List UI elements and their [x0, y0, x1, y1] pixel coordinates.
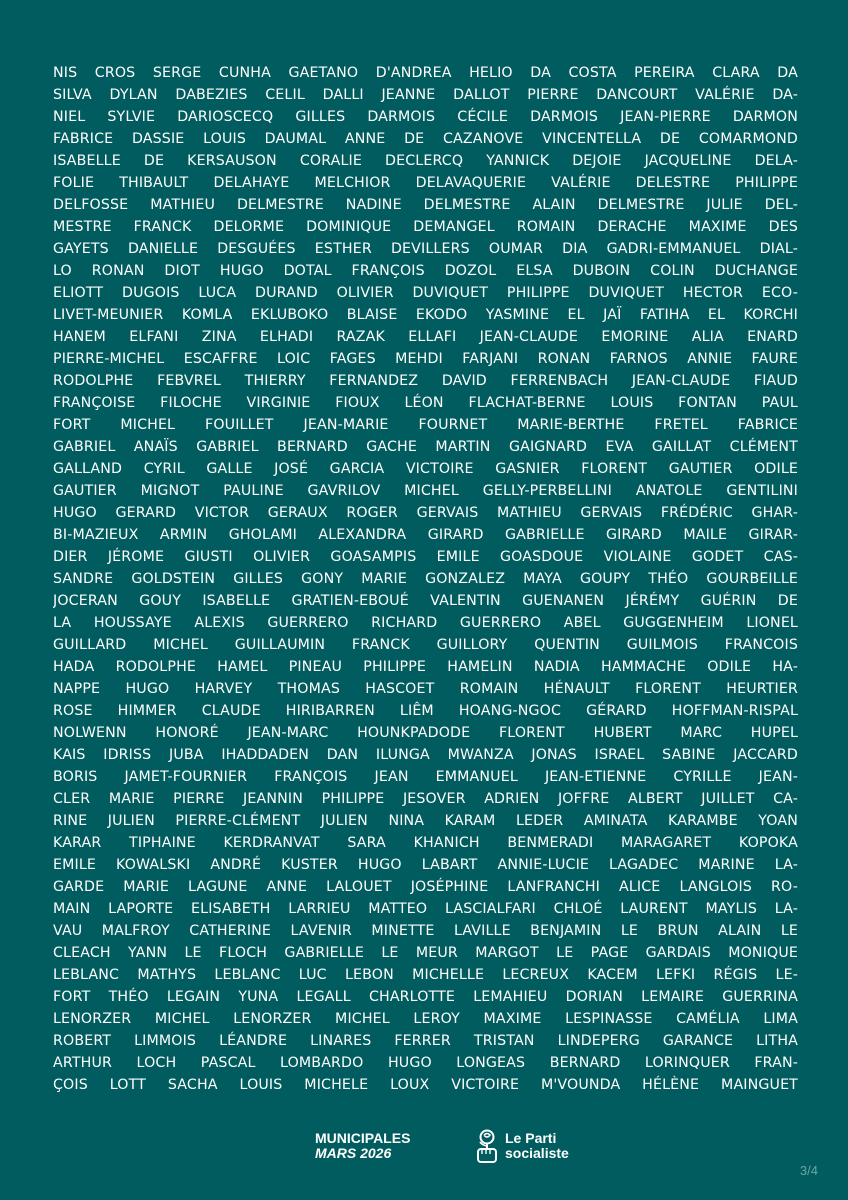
names-line: DELFOSSE MATHIEU DELMESTRE NADINE DELMESTRE ALAIN DELMESTRE JULIE DEL- [53, 197, 798, 213]
party-name [505, 1131, 569, 1161]
names-line: NAPPE HUGO HARVEY THOMAS HASCOET ROMAIN HÉNAULT FLORENT HEURTIER [53, 681, 798, 697]
names-line: BORIS JAMET-FOURNIER FRANÇOIS JEAN EMMANUEL JEAN-ETIENNE CYRILLE JEAN- [53, 769, 798, 785]
names-line: LENORZER MICHEL LENORZER MICHEL LEROY MAXIME LESPINASSE CAMÉLIA LIMA [53, 1011, 798, 1027]
names-line: ÇOIS LOTT SACHA LOUIS MICHELE LOUX VICTOIRE M'VOUNDA HÉLÈNE MAINGUET [53, 1077, 798, 1093]
party-name-line1: Le Parti [505, 1130, 557, 1146]
names-line: RODOLPHE FEBVREL THIERRY FERNANDEZ DAVID FERRENBACH JEAN-CLAUDE FIAUD [53, 373, 798, 389]
names-line: FABRICE DASSIE LOUIS DAUMAL ANNE DE CAZANOVE VINCENTELLA DE COMARMOND [53, 131, 798, 147]
names-line: GABRIEL ANAÏS GABRIEL BERNARD GACHE MARTIN GAIGNARD EVA GAILLAT CLÉMENT [53, 439, 798, 455]
names-line: LEBLANC MATHYS LEBLANC LUC LEBON MICHELLE LECREUX KACEM LEFKI RÉGIS LE- [53, 967, 798, 983]
names-line: FORT MICHEL FOUILLET JEAN-MARIE FOURNET MARIE-BERTHE FRETEL FABRICE [53, 417, 798, 433]
names-line: GARDE MARIE LAGUNE ANNE LALOUET JOSÉPHINE LANFRANCHI ALICE LANGLOIS RO- [53, 879, 798, 895]
names-line: CLEACH YANN LE FLOCH GABRIELLE LE MEUR MARGOT LE PAGE GARDAIS MONIQUE [53, 945, 798, 961]
names-line: GAUTIER MIGNOT PAULINE GAVRILOV MICHEL GELLY-PERBELLINI ANATOLE GENTILINI [53, 483, 798, 499]
municipales-label [315, 1131, 410, 1161]
names-line: LO RONAN DIOT HUGO DOTAL FRANÇOIS DOZOL ELSA DUBOIN COLIN DUCHANGE [53, 263, 798, 279]
footer [0, 1128, 848, 1168]
names-line: FOLIE THIBAULT DELAHAYE MELCHIOR DELAVAQUERIE VALÉRIE DELESTRE PHILIPPE [53, 175, 798, 191]
municipales-title: MUNICIPALES [315, 1130, 411, 1146]
names-line: RINE JULIEN PIERRE-CLÉMENT JULIEN NINA KARAM LEDER AMINATA KARAMBE YOAN [53, 813, 798, 829]
names-line: FORT THÉO LEGAIN YUNA LEGALL CHARLOTTE LEMAHIEU DORIAN LEMAIRE GUERRINA [53, 989, 798, 1005]
party-name-line2: socialiste [505, 1145, 569, 1161]
names-line: CLER MARIE PIERRE JEANNIN PHILIPPE JESOVER ADRIEN JOFFRE ALBERT JUILLET CA- [53, 791, 798, 807]
names-line: MAIN LAPORTE ELISABETH LARRIEU MATTEO LASCIALFARI CHLOÉ LAURENT MAYLIS LA- [53, 901, 798, 917]
names-line: PIERRE-MICHEL ESCAFFRE LOIC FAGES MEHDI FARJANI RONAN FARNOS ANNIE FAURE [53, 351, 798, 367]
names-line: DIER JÉROME GIUSTI OLIVIER GOASAMPIS EMILE GOASDOUE VIOLAINE GODET CAS- [53, 549, 798, 565]
names-line: KAIS IDRISS JUBA IHADDADEN DAN ILUNGA MWANZA JONAS ISRAEL SABINE JACCARD [53, 747, 798, 763]
names-line: GUILLARD MICHEL GUILLAUMIN FRANCK GUILLORY QUENTIN GUILMOIS FRANCOIS [53, 637, 798, 653]
names-line: NOLWENN HONORÉ JEAN-MARC HOUNKPADODE FLORENT HUBERT MARC HUPEL [53, 725, 798, 741]
names-line: VAU MALFROY CATHERINE LAVENIR MINETTE LAVILLE BENJAMIN LE BRUN ALAIN LE [53, 923, 798, 939]
names-line: FRANÇOISE FILOCHE VIRGINIE FIOUX LÉON FLACHAT-BERNE LOUIS FONTAN PAUL [53, 395, 798, 411]
names-line: NIS CROS SERGE CUNHA GAETANO D'ANDREA HELIO DA COSTA PEREIRA CLARA DA [53, 65, 798, 81]
names-line: GALLAND CYRIL GALLE JOSÉ GARCIA VICTOIRE GASNIER FLORENT GAUTIER ODILE [53, 461, 798, 477]
names-line: ROSE HIMMER CLAUDE HIRIBARREN LIÊM HOANG-NGOC GÉRARD HOFFMAN-RISPAL [53, 703, 798, 719]
names-line: EMILE KOWALSKI ANDRÉ KUSTER HUGO LABART ANNIE-LUCIE LAGADEC MARINE LA- [53, 857, 798, 873]
municipales-date: MARS 2026 [315, 1145, 392, 1161]
names-line: LIVET-MEUNIER KOMLA EKLUBOKO BLAISE EKODO YASMINE EL JAÏ FATIHA EL KORCHI [53, 307, 798, 323]
names-line: ELIOTT DUGOIS LUCA DURAND OLIVIER DUVIQUET PHILIPPE DUVIQUET HECTOR ECO- [53, 285, 798, 301]
names-line: ISABELLE DE KERSAUSON CORALIE DECLERCQ YANNICK DEJOIE JACQUELINE DELA- [53, 153, 798, 169]
names-line: JOCERAN GOUY ISABELLE GRATIEN-EBOUÉ VALENTIN GUENANEN JÉRÉMY GUÉRIN DE [53, 593, 798, 609]
names-line: HUGO GERARD VICTOR GERAUX ROGER GERVAIS MATHIEU GERVAIS FRÉDÉRIC GHAR- [53, 505, 798, 521]
names-line: GAYETS DANIELLE DESGUÉES ESTHER DEVILLERS OUMAR DIA GADRI-EMMANUEL DIAL- [53, 241, 798, 257]
names-line: ROBERT LIMMOIS LÉANDRE LINARES FERRER TRISTAN LINDEPERG GARANCE LITHA [53, 1033, 798, 1049]
names-line: SILVA DYLAN DABEZIES CELIL DALLI JEANNE DALLOT PIERRE DANCOURT VALÉRIE DA- [53, 87, 798, 103]
names-line: NIEL SYLVIE DARIOSCECQ GILLES DARMOIS CÉCILE DARMOIS JEAN-PIERRE DARMON [53, 109, 798, 125]
page-number: 3/4 [799, 1163, 818, 1178]
names-line: HADA RODOLPHE HAMEL PINEAU PHILIPPE HAMELIN NADIA HAMMACHE ODILE HA- [53, 659, 798, 675]
names-line: ARTHUR LOCH PASCAL LOMBARDO HUGO LONGEAS BERNARD LORINQUER FRAN- [53, 1055, 798, 1071]
rose-fist-icon [472, 1128, 502, 1164]
names-line: MESTRE FRANCK DELORME DOMINIQUE DEMANGEL ROMAIN DERACHE MAXIME DES [53, 219, 798, 235]
names-line: LA HOUSSAYE ALEXIS GUERRERO RICHARD GUERRERO ABEL GUGGENHEIM LIONEL [53, 615, 798, 631]
names-line: HANEM ELFANI ZINA ELHADI RAZAK ELLAFI JEAN-CLAUDE EMORINE ALIA ENARD [53, 329, 798, 345]
names-list [53, 62, 798, 1096]
names-line: BI-MAZIEUX ARMIN GHOLAMI ALEXANDRA GIRARD GABRIELLE GIRARD MAILE GIRAR- [53, 527, 798, 543]
names-line: KARAR TIPHAINE KERDRANVAT SARA KHANICH BENMERADI MARAGARET KOPOKA [53, 835, 798, 851]
names-line: SANDRE GOLDSTEIN GILLES GONY MARIE GONZALEZ MAYA GOUPY THÉO GOURBEILLE [53, 571, 798, 587]
